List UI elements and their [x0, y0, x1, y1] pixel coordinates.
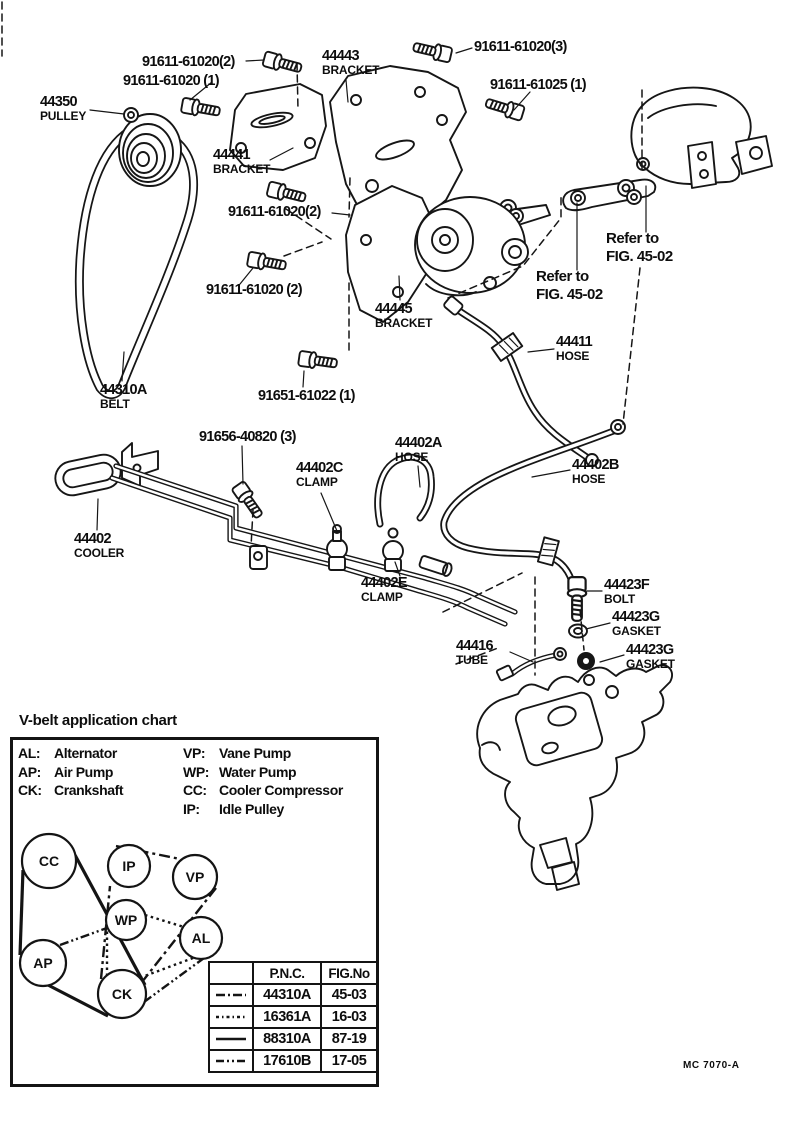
part-number: 44423F — [604, 577, 649, 593]
vbelt-legend-right — [183, 744, 343, 818]
pulley-label-wp: WP — [114, 912, 138, 928]
part-name: GASKET — [626, 657, 675, 672]
part-number: 44423G — [626, 642, 674, 658]
legend-name: Alternator — [54, 745, 117, 762]
table-row — [209, 1006, 377, 1028]
callout-hose-44411 — [556, 335, 592, 363]
pnc-value: 17610B — [253, 1050, 321, 1072]
part-number: 44402A — [395, 435, 442, 451]
hose-44411-art — [443, 295, 598, 466]
pnc-value: 44310A — [253, 984, 321, 1006]
part-name: BELT — [100, 397, 130, 412]
fig-value: 45-03 — [321, 984, 377, 1006]
callout-tube-44416 — [456, 639, 493, 667]
fig-value: 17-05 — [321, 1050, 377, 1072]
callout-bracket-44445 — [375, 302, 432, 330]
part-name: BRACKET — [375, 316, 433, 331]
pulley-art — [119, 108, 181, 186]
table-row — [209, 1028, 377, 1050]
callout-gasket-44423g-upper — [612, 610, 661, 638]
legend-abbr: AP: — [18, 763, 41, 780]
figure-code: MC 7070-A — [683, 1060, 740, 1071]
legend-abbr: AL: — [18, 745, 41, 762]
legend-name: Idle Pulley — [219, 800, 284, 817]
tube-44416-art — [496, 648, 566, 681]
line-style-swatch-solid — [209, 1028, 253, 1050]
part-number: 44445 — [375, 301, 412, 317]
header-line-style — [209, 962, 253, 984]
part-number: 44423G — [612, 609, 660, 625]
callout-hose-44402a — [395, 436, 442, 464]
reservoir-art — [631, 88, 772, 188]
header-fig-no: FIG.No — [321, 962, 377, 984]
part-name: BRACKET — [322, 63, 380, 78]
callout-bolt-91611-61020-x2-mid — [228, 205, 321, 220]
part-number: 91656-40820 (3) — [199, 429, 296, 445]
part-number: 44402C — [296, 460, 343, 476]
legend-item-al — [18, 744, 123, 763]
part-number: 44443 — [322, 48, 359, 64]
callout-bolt-91651-61022 — [258, 389, 355, 404]
vbelt-legend-left — [18, 744, 123, 800]
legend-item-vp — [183, 744, 343, 763]
callout-bolt-91611-61020-x2-top — [142, 55, 235, 70]
part-number: 91611-61025 (1) — [490, 77, 586, 93]
legend-name: Air Pump — [54, 763, 114, 780]
legend-name: Vane Pump — [219, 745, 291, 762]
refer-note-right — [606, 230, 673, 266]
legend-abbr: WP: — [183, 763, 210, 780]
table-header-row — [209, 962, 377, 984]
part-name: HOSE — [556, 349, 590, 364]
line-style-swatch-dash-dot-dot — [209, 1050, 253, 1072]
refer-note-line1: Refer to — [536, 268, 589, 285]
callout-hose-44402b — [572, 458, 619, 486]
callout-gasket-44423g-lower — [626, 643, 675, 671]
part-name: COOLER — [74, 546, 125, 561]
callout-bracket-44443 — [322, 49, 379, 77]
part-number: 44402B — [572, 457, 619, 473]
steering-gear-art — [477, 665, 672, 890]
callout-pulley-44350 — [40, 95, 86, 123]
pulley-label-ck: CK — [111, 986, 133, 1002]
part-number: 91611-61020 (2) — [206, 282, 302, 298]
callout-clamp-44402c — [296, 461, 343, 489]
fig-value: 16-03 — [321, 1006, 377, 1028]
legend-item-wp — [183, 763, 343, 782]
part-name: HOSE — [572, 472, 606, 487]
pulley-label-cc: CC — [38, 853, 60, 869]
part-name: CLAMP — [296, 475, 338, 490]
part-number: 44402 — [74, 531, 111, 547]
legend-item-ap — [18, 763, 123, 782]
part-number: 44350 — [40, 94, 77, 110]
header-pnc: P.N.C. — [253, 962, 321, 984]
line-style-swatch-dash-dot — [209, 984, 253, 1006]
legend-abbr: CK: — [18, 782, 42, 799]
part-number: 44310A — [100, 382, 147, 398]
belt-pnc-table — [208, 961, 378, 1073]
part-number: 91611-61020(2) — [228, 204, 321, 220]
part-number: 44402E — [361, 575, 407, 591]
part-name: BOLT — [604, 592, 635, 607]
part-number: 44416 — [456, 638, 493, 654]
callout-bolt-91611-61020-x1 — [123, 74, 219, 89]
part-number: 91651-61022 (1) — [258, 388, 355, 404]
refer-note-line2: FIG. 45-02 — [606, 248, 673, 265]
legend-abbr: CC: — [183, 782, 207, 799]
legend-item-ck — [18, 781, 123, 800]
table-row — [209, 1050, 377, 1072]
callout-clamp-44402e — [361, 576, 407, 604]
callout-cooler-44402 — [74, 532, 124, 560]
table-row — [209, 984, 377, 1006]
callout-belt-44310a — [100, 383, 147, 411]
pulley-label-ap: AP — [33, 955, 53, 971]
legend-item-ip — [183, 800, 343, 819]
clamp-44402e-art — [383, 529, 453, 578]
vbelt-chart-title: V-belt application chart — [19, 712, 177, 729]
hose-44402b-art — [444, 420, 625, 590]
callout-bolt-91611-61020-x2-low — [206, 283, 302, 298]
fig-value: 87-19 — [321, 1028, 377, 1050]
legend-name: Cooler Compressor — [219, 782, 343, 799]
legend-name: Water Pump — [219, 763, 297, 780]
line-style-swatch-dotted — [209, 1006, 253, 1028]
legend-item-cc — [183, 781, 343, 800]
callout-bracket-44441 — [213, 148, 270, 176]
refer-note-line2: FIG. 45-02 — [536, 286, 603, 303]
part-number: 91611-61020(2) — [142, 54, 235, 70]
part-name: BRACKET — [213, 162, 271, 177]
pulley-label-ip: IP — [122, 858, 136, 874]
part-name: CLAMP — [361, 590, 403, 605]
part-number: 44441 — [213, 147, 250, 163]
callout-bolt-91656-40820 — [199, 430, 296, 445]
part-number: 91611-61020 (1) — [123, 73, 219, 89]
part-name: HOSE — [395, 450, 429, 465]
pulley-label-al: AL — [191, 930, 211, 946]
vane-pump-art — [415, 197, 528, 295]
refer-note-line1: Refer to — [606, 230, 659, 247]
callout-bolt-91611-61020-x3 — [474, 40, 567, 55]
legend-abbr: VP: — [183, 745, 206, 762]
pulley-label-vp: VP — [185, 869, 205, 885]
part-name: PULLEY — [40, 109, 87, 124]
clamp-44402c-art — [327, 525, 347, 570]
refer-note-left — [536, 268, 603, 304]
legend-abbr: IP: — [183, 800, 200, 817]
legend-name: Crankshaft — [54, 782, 124, 799]
part-number: 91611-61020(3) — [474, 39, 567, 55]
pnc-value: 16361A — [253, 1006, 321, 1028]
part-name: TUBE — [456, 653, 488, 668]
pnc-value: 88310A — [253, 1028, 321, 1050]
part-name: GASKET — [612, 624, 661, 639]
hose-44402a-art — [378, 457, 432, 524]
callout-bolt-91611-61025 — [490, 78, 586, 93]
part-number: 44411 — [556, 334, 593, 350]
callout-bolt-44423f — [604, 578, 649, 606]
